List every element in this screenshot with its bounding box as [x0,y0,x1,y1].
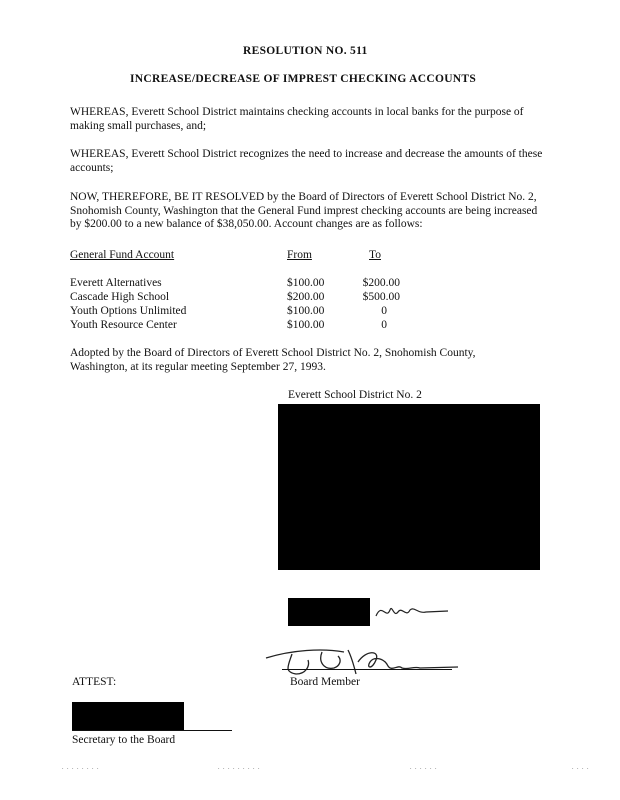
whereas-paragraph-1: WHEREAS, Everett School District maintains checking accounts in local banks for the purpose of making small purchases, and; [70,106,524,132]
board-member-label: Board Member [290,676,360,688]
scan-noise: . . . . . . [410,765,438,771]
column-header-from: From [287,249,312,261]
scan-noise: . . . . . . . . . [218,765,261,771]
redacted-block-attest [72,702,184,730]
scan-noise: . . . . [572,765,590,771]
secretary-signature-line [72,730,232,731]
resolution-subtitle: INCREASE/DECREASE OF IMPREST CHECKING ACCOUNTS [130,73,477,85]
from-amount: $100.00 [287,277,325,289]
account-name: Youth Resource Center [70,319,177,331]
from-amount: $200.00 [287,291,325,303]
attest-label: ATTEST: [72,676,117,688]
account-name: Youth Options Unlimited [70,305,187,317]
from-amount: $100.00 [287,305,325,317]
to-amount: 0 [381,319,387,331]
whereas-paragraph-2: WHEREAS, Everett School District recognizes the need to increase and decrease the amounts of these accounts; [70,148,543,174]
resolution-title: RESOLUTION NO. 511 [243,45,368,57]
account-name: Cascade High School [70,291,170,303]
from-amount: $100.00 [287,319,325,331]
column-header-to: To [369,249,381,261]
scan-noise: . . . . . . . . [62,765,100,771]
board-member-signature-line [282,669,452,670]
district-label: Everett School District No. 2 [288,389,422,401]
account-name: Everett Alternatives [70,277,162,289]
secretary-label: Secretary to the Board [72,734,176,746]
redacted-block-large [278,404,540,570]
column-header-account: General Fund Account [70,249,175,261]
to-amount: $200.00 [362,277,400,289]
resolved-paragraph: NOW, THEREFORE, BE IT RESOLVED by the Board of Directors of Everett School District No. 2, Snohomish County, Washington that the General Fund imprest checking accounts are being increased by $200.00 to a new balance of $38,050.00. Account changes are as follows: [70,191,538,230]
to-amount: 0 [381,305,387,317]
adopted-paragraph: Adopted by the Board of Directors of Everett School District No. 2, Snohomish County, Washington, at its regular meeting September 27, 1993. [70,347,476,373]
to-amount: $500.00 [362,291,400,303]
redacted-block-signature [288,598,370,626]
